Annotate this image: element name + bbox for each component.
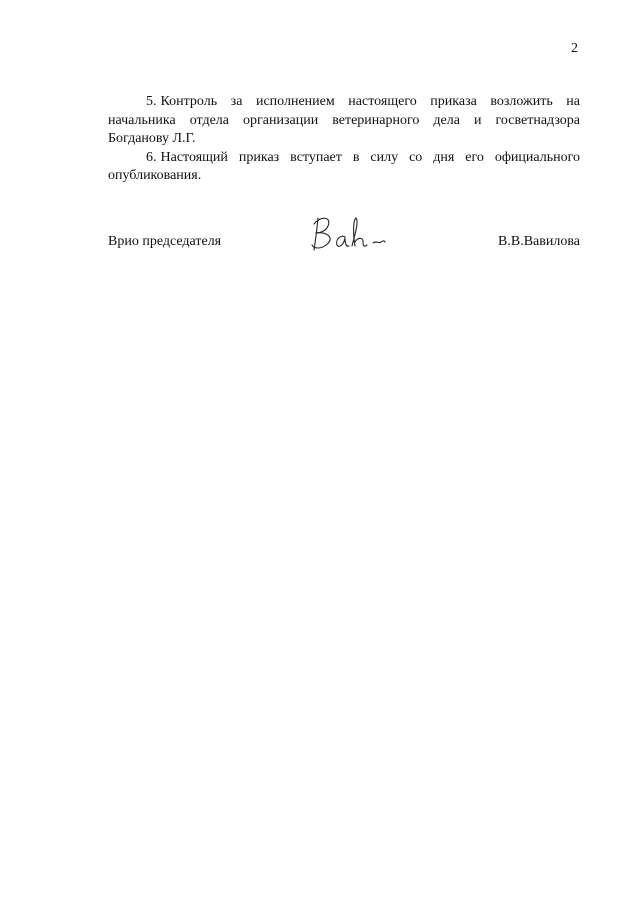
document-body bbox=[108, 93, 580, 186]
signatory-name: В.В.Вавилова bbox=[498, 234, 580, 249]
signatory-title: Врио председателя bbox=[108, 234, 222, 249]
paragraph-text: Настоящий приказ вступает в силу со дня его официального опубликования. bbox=[108, 149, 580, 183]
paragraph-number: 6. bbox=[146, 149, 157, 165]
handwritten-signature bbox=[308, 212, 392, 256]
page-number: 2 bbox=[571, 41, 578, 56]
paragraph-text: Контроль за исполнением настоящего приказа возложить на начальника отдела организации ветеринарного дела и госветнадзора Богданову Л.Г. bbox=[108, 94, 580, 146]
paragraph-6 bbox=[108, 149, 580, 186]
paragraph-5 bbox=[108, 93, 580, 149]
paragraph-number: 5. bbox=[146, 94, 157, 109]
